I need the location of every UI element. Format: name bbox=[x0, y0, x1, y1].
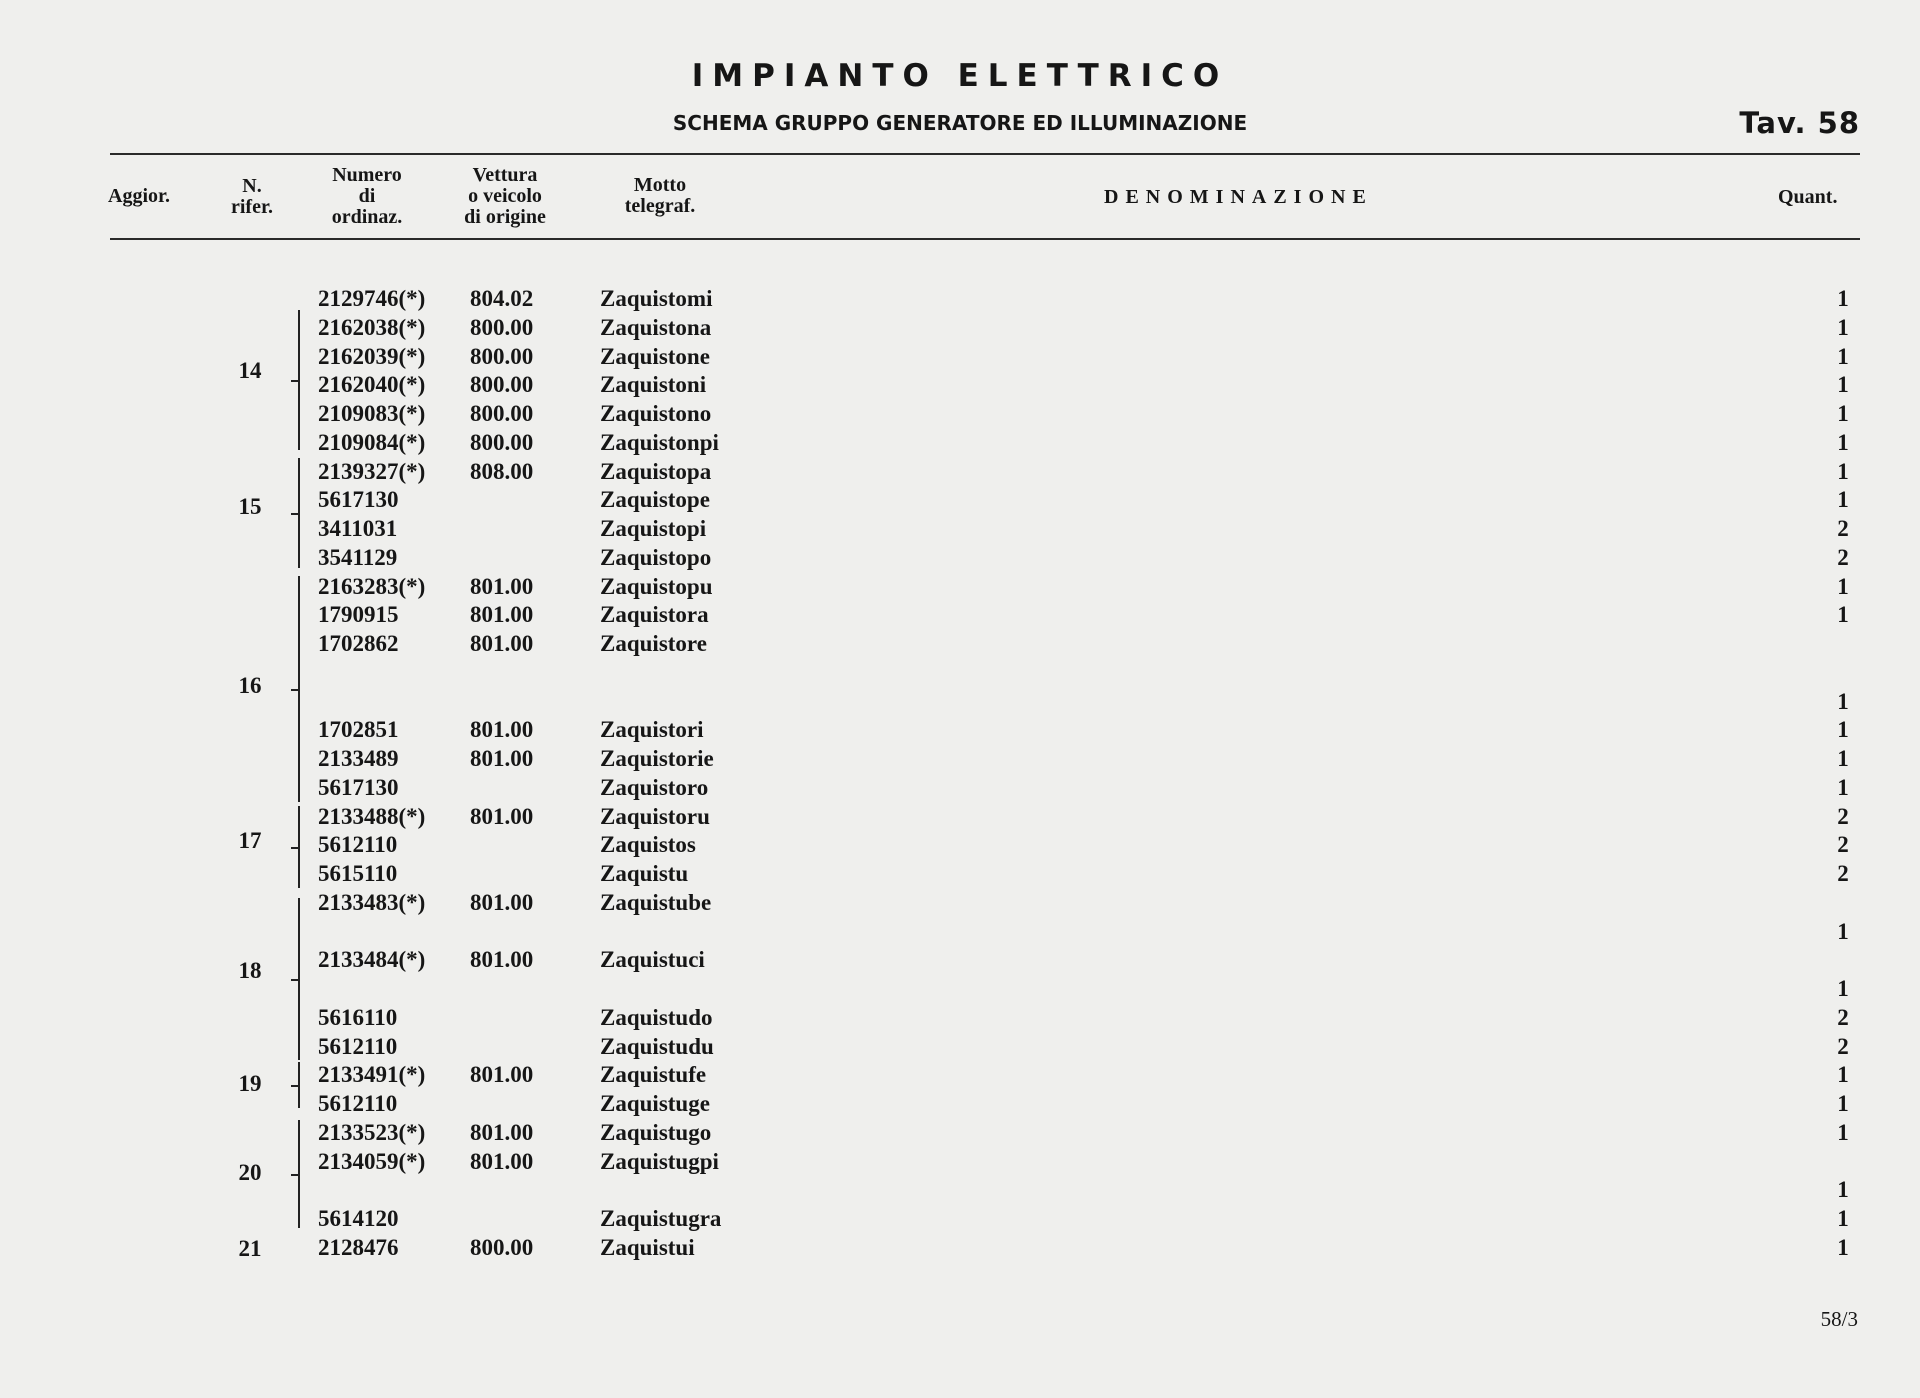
group-label: 21 bbox=[238, 1236, 262, 1261]
quantity: 1 bbox=[1837, 688, 1849, 714]
group-brace bbox=[298, 458, 314, 568]
quantity: 1 bbox=[1837, 1091, 1849, 1116]
part-number: 2133484(*) bbox=[318, 947, 426, 973]
table-row bbox=[0, 1176, 1920, 1204]
group-brace bbox=[298, 1120, 314, 1228]
vehicle-origin: 800.00 bbox=[470, 314, 534, 340]
col-header-aggior: Aggior. bbox=[108, 185, 171, 207]
table-row bbox=[0, 285, 1920, 313]
vehicle-origin: 801.00 bbox=[470, 573, 534, 599]
group-label: 18 bbox=[238, 958, 262, 983]
page-number: 58/3 bbox=[1820, 1307, 1858, 1331]
table-row bbox=[0, 1119, 1920, 1147]
quantity: 1 bbox=[1837, 401, 1849, 426]
table-row bbox=[0, 1004, 1920, 1032]
group-brace bbox=[298, 806, 314, 888]
quantity: 1 bbox=[1837, 976, 1849, 1001]
group-brace bbox=[298, 576, 314, 802]
telegraph-code: Zaquistomi bbox=[600, 286, 713, 311]
quantity: 1 bbox=[1837, 918, 1849, 944]
part-number: 5617130 bbox=[318, 774, 399, 800]
table-row bbox=[0, 314, 1920, 342]
table-row bbox=[0, 1090, 1920, 1118]
group-label: 19 bbox=[238, 1071, 262, 1096]
table-label: Tav. 58 bbox=[1739, 106, 1860, 140]
table-row bbox=[0, 889, 1920, 917]
part-number: 1702862 bbox=[318, 631, 399, 656]
table-row bbox=[0, 688, 1920, 716]
col-header-vettura: Vettura o veicolo di origine bbox=[464, 164, 546, 228]
table-row bbox=[0, 803, 1920, 831]
part-number: 2109083(*) bbox=[318, 401, 426, 426]
part-number: 2133483(*) bbox=[318, 889, 426, 915]
group-label: 15 bbox=[238, 494, 262, 519]
vehicle-origin: 804.02 bbox=[470, 286, 534, 311]
part-number: 1702851 bbox=[318, 717, 399, 743]
col-header-motto: Motto telegraf. bbox=[624, 174, 696, 217]
table-row bbox=[0, 486, 1920, 514]
table-row bbox=[0, 544, 1920, 572]
telegraph-code: Zaquistorie bbox=[600, 746, 714, 771]
telegraph-code: Zaquistori bbox=[600, 717, 704, 743]
telegraph-code: Zaquistora bbox=[600, 602, 709, 628]
part-number: 5612110 bbox=[318, 1033, 398, 1059]
quantity: 1 bbox=[1837, 372, 1849, 398]
telegraph-code: Zaquistone bbox=[600, 343, 710, 369]
part-number: 2162039(*) bbox=[318, 343, 426, 369]
quantity: 2 bbox=[1837, 1033, 1849, 1059]
part-number: 5615110 bbox=[318, 861, 398, 886]
table-row bbox=[0, 458, 1920, 486]
vehicle-origin: 801.00 bbox=[470, 717, 534, 743]
group-label: 20 bbox=[238, 1160, 262, 1185]
page-subtitle: SCHEMA GRUPPO GENERATORE ED ILLUMINAZIONE bbox=[672, 111, 1248, 135]
telegraph-code: Zaquistudo bbox=[600, 1004, 713, 1030]
quantity: 1 bbox=[1837, 487, 1849, 513]
telegraph-code: Zaquistope bbox=[600, 487, 710, 513]
part-number: 5612110 bbox=[318, 832, 398, 858]
group-label: 16 bbox=[238, 673, 262, 698]
telegraph-code: Zaquistonpi bbox=[600, 429, 719, 455]
quantity: 2 bbox=[1837, 832, 1849, 858]
quantity: 1 bbox=[1837, 602, 1849, 628]
table-row bbox=[0, 573, 1920, 601]
part-number: 2133489 bbox=[318, 746, 399, 771]
table-row bbox=[0, 371, 1920, 399]
telegraph-code: Zaquistugpi bbox=[600, 1148, 719, 1174]
quantity: 1 bbox=[1837, 774, 1849, 800]
telegraph-code: Zaquistu bbox=[600, 861, 689, 886]
table-row bbox=[0, 831, 1920, 859]
vehicle-origin: 801.00 bbox=[470, 947, 534, 973]
table-row bbox=[0, 601, 1920, 629]
part-number: 2133491(*) bbox=[318, 1062, 426, 1088]
telegraph-code: Zaquistoni bbox=[600, 372, 707, 398]
table-row bbox=[0, 630, 1920, 658]
part-number: 3541129 bbox=[318, 544, 398, 570]
table-row bbox=[0, 1205, 1920, 1233]
vehicle-origin: 801.00 bbox=[470, 631, 534, 656]
telegraph-code: Zaquistopu bbox=[600, 573, 713, 599]
vehicle-origin: 800.00 bbox=[470, 372, 534, 398]
col-header-denominazione: DENOMINAZIONE bbox=[1104, 186, 1373, 208]
telegraph-code: Zaquistos bbox=[600, 832, 696, 858]
telegraph-code: Zaquistono bbox=[600, 401, 712, 426]
table-row bbox=[0, 1234, 1920, 1262]
quantity: 2 bbox=[1837, 861, 1849, 886]
part-number: 3411031 bbox=[318, 516, 398, 541]
quantity: 1 bbox=[1837, 314, 1849, 340]
quantity: 1 bbox=[1837, 286, 1849, 311]
telegraph-code: Zaquistoru bbox=[600, 803, 710, 829]
vehicle-origin: 801.00 bbox=[470, 889, 534, 915]
vehicle-origin: 801.00 bbox=[470, 1062, 534, 1088]
quantity: 1 bbox=[1837, 429, 1849, 455]
part-number: 2163283(*) bbox=[318, 573, 426, 599]
table-row bbox=[0, 975, 1920, 1003]
table-row bbox=[0, 400, 1920, 428]
quantity: 1 bbox=[1837, 1177, 1849, 1203]
quantity: 1 bbox=[1837, 343, 1849, 369]
table-row bbox=[0, 1061, 1920, 1089]
part-number: 5616110 bbox=[318, 1004, 398, 1030]
vehicle-origin: 800.00 bbox=[470, 1234, 534, 1260]
part-number: 5612110 bbox=[318, 1091, 398, 1116]
telegraph-code: Zaquistube bbox=[600, 889, 712, 915]
quantity: 1 bbox=[1837, 1234, 1849, 1260]
telegraph-code: Zaquistore bbox=[600, 631, 707, 656]
telegraph-code: Zaquistui bbox=[600, 1234, 695, 1260]
telegraph-code: Zaquistopa bbox=[600, 458, 712, 484]
telegraph-code: Zaquistopo bbox=[600, 544, 712, 570]
telegraph-code: Zaquistopi bbox=[600, 516, 707, 541]
header-rule-top bbox=[110, 153, 1860, 155]
table-row bbox=[0, 515, 1920, 543]
group-brace bbox=[298, 310, 314, 450]
vehicle-origin: 800.00 bbox=[470, 429, 534, 455]
col-header-numero: Numero di ordinaz. bbox=[331, 164, 403, 228]
table-row bbox=[0, 918, 1920, 946]
table-row bbox=[0, 774, 1920, 802]
part-number: 5617130 bbox=[318, 487, 399, 513]
quantity: 1 bbox=[1837, 1062, 1849, 1088]
vehicle-origin: 800.00 bbox=[470, 343, 534, 369]
quantity: 1 bbox=[1837, 1119, 1849, 1145]
quantity: 2 bbox=[1837, 1004, 1849, 1030]
telegraph-code: Zaquistona bbox=[600, 314, 712, 340]
part-number: 2162038(*) bbox=[318, 314, 426, 340]
quantity: 1 bbox=[1837, 717, 1849, 743]
telegraph-code: Zaquistudu bbox=[600, 1033, 714, 1059]
quantity: 1 bbox=[1837, 573, 1849, 599]
table-row bbox=[0, 429, 1920, 457]
quantity: 1 bbox=[1837, 746, 1849, 771]
telegraph-code: Zaquistugra bbox=[600, 1206, 722, 1231]
col-header-quant: Quant. bbox=[1778, 186, 1838, 208]
part-number: 2162040(*) bbox=[318, 372, 426, 398]
quantity: 1 bbox=[1837, 458, 1849, 484]
col-header-rifer: N. rifer. bbox=[230, 175, 273, 218]
table-row bbox=[0, 1033, 1920, 1061]
part-number: 2133523(*) bbox=[318, 1119, 426, 1145]
quantity: 2 bbox=[1837, 516, 1849, 541]
quantity: 2 bbox=[1837, 803, 1849, 829]
table-row bbox=[0, 716, 1920, 744]
vehicle-origin: 801.00 bbox=[470, 746, 534, 771]
vehicle-origin: 801.00 bbox=[470, 1148, 534, 1174]
part-number: 1790915 bbox=[318, 602, 399, 628]
part-number: 2133488(*) bbox=[318, 803, 426, 829]
telegraph-code: Zaquistoro bbox=[600, 774, 709, 800]
page-title: IMPIANTO ELETTRICO bbox=[691, 58, 1229, 94]
vehicle-origin: 801.00 bbox=[470, 803, 534, 829]
part-number: 2139327(*) bbox=[318, 458, 426, 484]
group-brace bbox=[298, 898, 314, 1060]
part-number: 2129746(*) bbox=[318, 286, 426, 311]
part-number: 2128476 bbox=[318, 1234, 399, 1260]
part-number: 5614120 bbox=[318, 1206, 399, 1231]
table-row bbox=[0, 343, 1920, 371]
table-row bbox=[0, 1148, 1920, 1176]
part-number: 2134059(*) bbox=[318, 1148, 426, 1174]
vehicle-origin: 800.00 bbox=[470, 401, 534, 426]
telegraph-code: Zaquistuci bbox=[600, 947, 705, 973]
table-row bbox=[0, 860, 1920, 888]
group-label: 14 bbox=[238, 358, 262, 383]
vehicle-origin: 801.00 bbox=[470, 1119, 534, 1145]
telegraph-code: Zaquistugo bbox=[600, 1119, 712, 1145]
group-brace bbox=[298, 1062, 314, 1108]
part-number: 2109084(*) bbox=[318, 429, 426, 455]
telegraph-code: Zaquistufe bbox=[600, 1062, 707, 1088]
table-row bbox=[0, 745, 1920, 773]
quantity: 2 bbox=[1837, 544, 1849, 570]
vehicle-origin: 808.00 bbox=[470, 458, 534, 484]
telegraph-code: Zaquistuge bbox=[600, 1091, 710, 1116]
quantity: 1 bbox=[1837, 1206, 1849, 1231]
table-row bbox=[0, 946, 1920, 974]
group-label: 17 bbox=[238, 828, 262, 853]
table-row bbox=[0, 659, 1920, 687]
vehicle-origin: 801.00 bbox=[470, 602, 534, 628]
header-rule-bottom bbox=[110, 238, 1860, 240]
